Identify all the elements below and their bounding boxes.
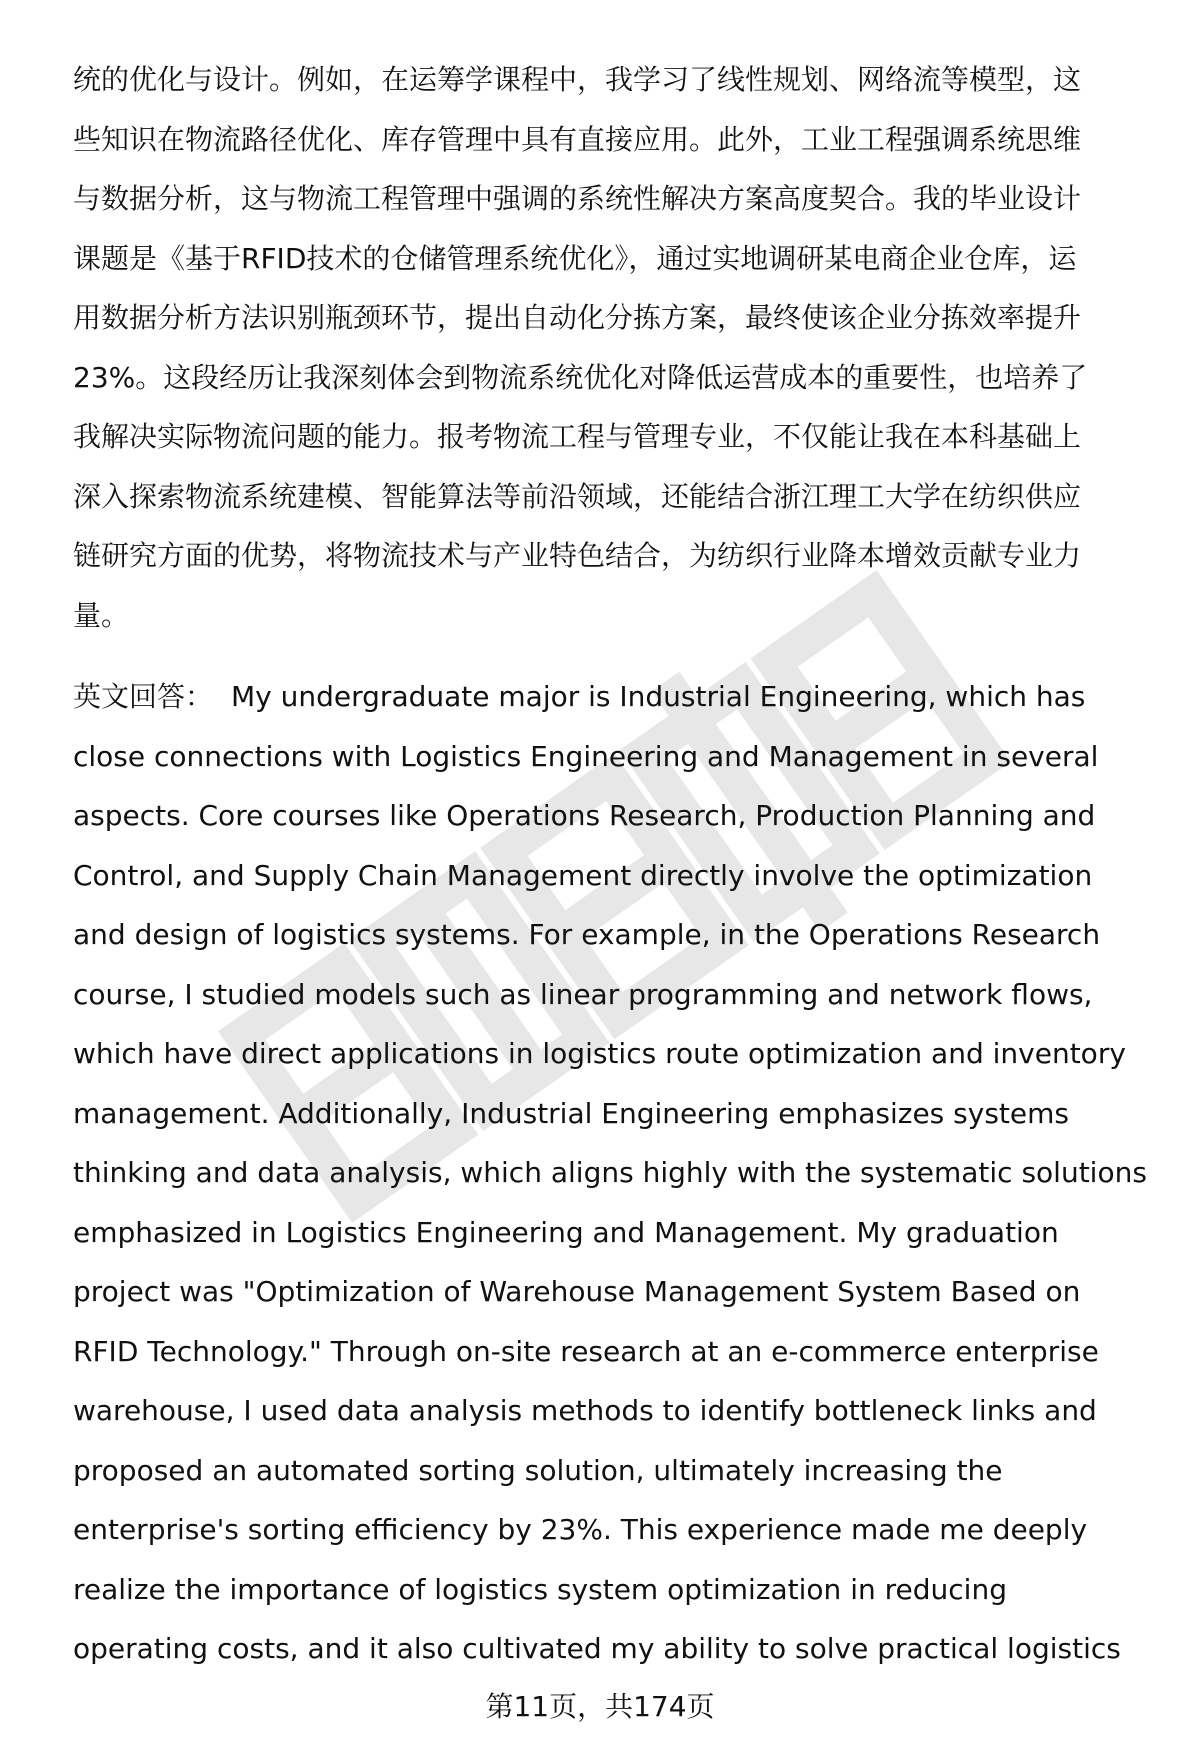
en-line: aspects. Core courses like Operations Research, Production Planning and — [73, 799, 1096, 832]
cn-line: 深入探索物流系统建模、智能算法等前沿领域，还能结合浙江理工大学在纺织供应 — [73, 479, 1082, 513]
en-line: emphasized in Logistics Engineering and Management. My graduation — [73, 1215, 1059, 1249]
cn-line: 课题是《基于RFID技术的仓储管理系统优化》，通过实地调研某电商企业仓库，运 — [73, 241, 1077, 275]
en-line: enterprise's sorting efficiency by 23%. This experience made me deeply — [73, 1513, 1088, 1546]
en-line: proposed an automated sorting solution, ultimately increasing the — [73, 1453, 1003, 1487]
cn-line: 统的优化与设计。例如，在运筹学课程中，我学习了线性规划、网络流等模型，这 — [73, 63, 1082, 96]
cn-line: 链研究方面的优势，将物流技术与产业特色结合，为纺织行业降本增效贡献专业力 — [73, 539, 1082, 572]
en-line: course, I studied models such as linear programming and network flows, — [73, 977, 1093, 1011]
english-answer-paragraph — [73, 667, 1153, 1679]
cn-line: 与数据分析，这与物流工程管理中强调的系统性解决方案高度契合。我的毕业设计 — [73, 182, 1082, 215]
cn-line: 量。 — [73, 598, 130, 632]
en-line: My undergraduate major is Industrial Engineering, which has — [231, 680, 1086, 713]
chinese-answer-paragraph — [73, 50, 1153, 645]
en-first-line — [73, 667, 1153, 727]
cn-line: 些知识在物流路径优化、库存管理中具有直接应用。此外，工业工程强调系统思维 — [73, 122, 1082, 156]
en-line: project was "Optimization of Warehouse Management System Based on — [73, 1275, 1081, 1308]
en-line: close connections with Logistics Engineering and Management in several — [73, 739, 1099, 773]
en-line: Control, and Supply Chain Management directly involve the optimization — [73, 858, 1093, 892]
en-line: RFID Technology." Through on-site research at an e-commerce enterprise — [73, 1334, 1099, 1368]
en-line: operating costs, and it also cultivated my ability to solve practical logistics — [73, 1632, 1121, 1665]
document-body — [73, 50, 1153, 1679]
page-number-footer: 第11页，共174页 — [485, 1690, 715, 1723]
cn-line: 我解决实际物流问题的能力。报考物流工程与管理专业，不仅能让我在本科基础上 — [73, 420, 1082, 453]
en-line: and design of logistics systems. For example, in the Operations Research — [73, 918, 1101, 951]
en-line: warehouse, I used data analysis methods to identify bottleneck links and — [73, 1394, 1097, 1427]
english-answer-label: 英文回答： — [73, 680, 214, 713]
cn-line: 用数据分析方法识别瓶颈环节，提出自动化分拣方案，最终使该企业分拣效率提升 — [73, 301, 1082, 334]
en-line: realize the importance of logistics system optimization in reducing — [73, 1572, 1007, 1606]
en-line: thinking and data analysis, which aligns highly with the systematic solutions — [73, 1156, 1147, 1189]
en-line: management. Additionally, Industrial Engineering emphasizes systems — [73, 1096, 1069, 1130]
cn-line: 23%。这段经历让我深刻体会到物流系统优化对降低运营成本的重要性，也培养了 — [73, 360, 1088, 394]
en-line: which have direct applications in logistics route optimization and inventory — [73, 1037, 1126, 1070]
